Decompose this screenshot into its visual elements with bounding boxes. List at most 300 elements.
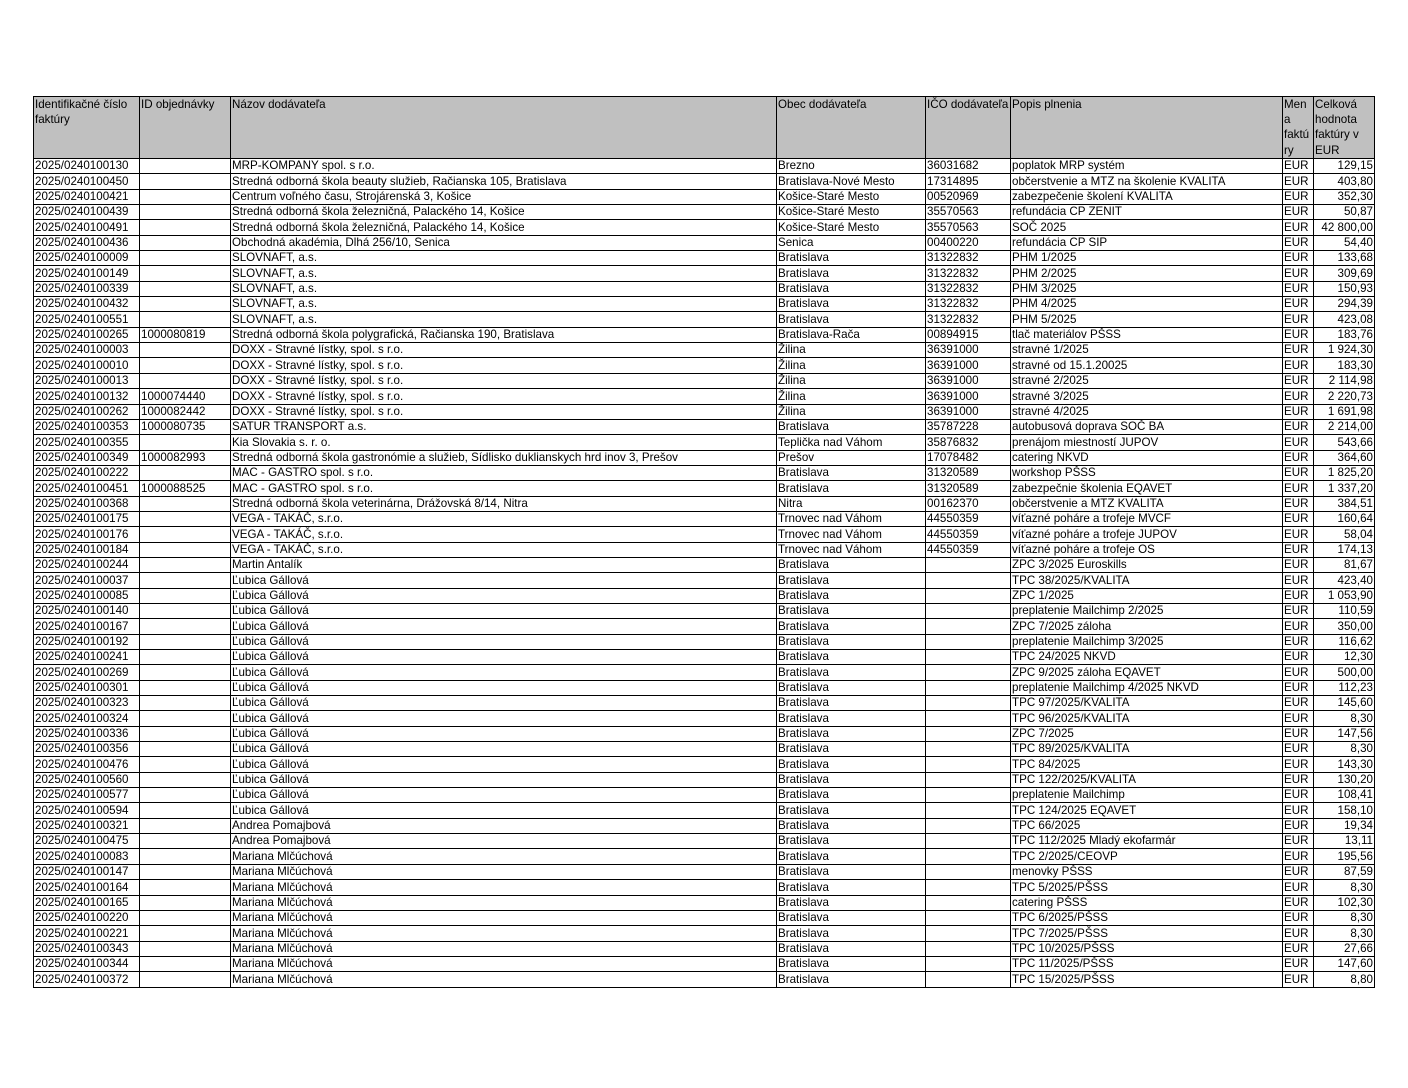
cell-description: catering NKVD [1011,450,1283,465]
cell-invoice-id: 2025/0240100323 [34,696,140,711]
cell-description: preplatenie Mailchimp [1011,788,1283,803]
cell-supplier-ico [926,680,1011,695]
cell-currency: EUR [1283,910,1314,925]
cell-description: refundácia CP ZENIT [1011,205,1283,220]
cell-supplier-ico [926,634,1011,649]
cell-supplier-name: Obchodná akadémia, Dlhá 256/10, Senica [231,235,777,250]
cell-supplier-ico [926,956,1011,971]
cell-order-id [140,573,231,588]
cell-description: tlač materiálov PŠSS [1011,327,1283,342]
cell-total: 174,13 [1314,542,1375,557]
cell-currency: EUR [1283,174,1314,189]
cell-supplier-name: Ľubica Gállová [231,757,777,772]
table-row [34,358,1375,373]
cell-supplier-city: Bratislava [777,650,926,665]
cell-currency: EUR [1283,926,1314,941]
cell-supplier-name: SLOVNAFT, a.s. [231,312,777,327]
cell-invoice-id: 2025/0240100339 [34,281,140,296]
cell-description: stravné od 15.1.20025 [1011,358,1283,373]
cell-currency: EUR [1283,511,1314,526]
header-invoice-id: Identifikačné číslo faktúry [34,97,140,159]
cell-description: TPC 5/2025/PŠSS [1011,880,1283,895]
table-row [34,343,1375,358]
cell-supplier-ico: 35787228 [926,419,1011,434]
cell-supplier-city: Trnovec nad Váhom [777,542,926,557]
cell-order-id: 1000080735 [140,419,231,434]
cell-total: 309,69 [1314,266,1375,281]
table-row [34,174,1375,189]
cell-supplier-name: Andrea Pomajbová [231,834,777,849]
cell-supplier-name: Mariana Mlčúchová [231,956,777,971]
cell-supplier-city: Bratislava [777,312,926,327]
header-row [34,97,1375,159]
cell-currency: EUR [1283,573,1314,588]
cell-supplier-city: Bratislava [777,711,926,726]
cell-total: 13,11 [1314,834,1375,849]
cell-total: 423,40 [1314,573,1375,588]
cell-supplier-name: Ľubica Gállová [231,634,777,649]
cell-supplier-name: Ľubica Gállová [231,711,777,726]
cell-order-id [140,435,231,450]
cell-supplier-name: Ľubica Gállová [231,665,777,680]
cell-supplier-city: Bratislava [777,634,926,649]
cell-invoice-id: 2025/0240100594 [34,803,140,818]
cell-invoice-id: 2025/0240100167 [34,619,140,634]
cell-currency: EUR [1283,650,1314,665]
cell-total: 2 220,73 [1314,389,1375,404]
cell-supplier-name: Mariana Mlčúchová [231,972,777,987]
cell-supplier-city: Bratislava [777,926,926,941]
cell-description: preplatenie Mailchimp 4/2025 NKVD [1011,680,1283,695]
cell-supplier-name: Kia Slovakia s. r. o. [231,435,777,450]
cell-supplier-city: Košice-Staré Mesto [777,189,926,204]
cell-supplier-city: Košice-Staré Mesto [777,205,926,220]
cell-total: 110,59 [1314,603,1375,618]
cell-currency: EUR [1283,557,1314,572]
cell-currency: EUR [1283,803,1314,818]
cell-supplier-name: VEGA - TAKÁČ, s.r.o. [231,527,777,542]
table-row [34,788,1375,803]
cell-order-id [140,205,231,220]
cell-invoice-id: 2025/0240100009 [34,251,140,266]
cell-invoice-id: 2025/0240100192 [34,634,140,649]
cell-invoice-id: 2025/0240100085 [34,588,140,603]
cell-currency: EUR [1283,159,1314,174]
cell-supplier-ico [926,650,1011,665]
cell-order-id [140,235,231,250]
cell-order-id [140,941,231,956]
cell-currency: EUR [1283,297,1314,312]
cell-supplier-ico: 44550359 [926,527,1011,542]
cell-supplier-ico [926,788,1011,803]
table-row [34,803,1375,818]
cell-supplier-city: Bratislava [777,788,926,803]
cell-invoice-id: 2025/0240100147 [34,864,140,879]
cell-invoice-id: 2025/0240100221 [34,926,140,941]
cell-supplier-name: Centrum voľného času, Strojárenská 3, Košice [231,189,777,204]
cell-invoice-id: 2025/0240100130 [34,159,140,174]
cell-supplier-name: Ľubica Gállová [231,803,777,818]
cell-order-id [140,864,231,879]
cell-order-id [140,926,231,941]
cell-order-id [140,880,231,895]
cell-order-id [140,849,231,864]
cell-total: 112,23 [1314,680,1375,695]
cell-currency: EUR [1283,343,1314,358]
cell-description: TPC 96/2025/KVALITA [1011,711,1283,726]
cell-invoice-id: 2025/0240100083 [34,849,140,864]
cell-supplier-ico: 17314895 [926,174,1011,189]
cell-description: catering PŠSS [1011,895,1283,910]
cell-total: 8,80 [1314,972,1375,987]
cell-supplier-ico [926,849,1011,864]
header-supplier-ico: IČO dodávateľa [926,97,1011,159]
cell-supplier-ico: 00162370 [926,496,1011,511]
table-row [34,941,1375,956]
cell-supplier-city: Bratislava [777,849,926,864]
cell-invoice-id: 2025/0240100013 [34,373,140,388]
table-row [34,910,1375,925]
cell-supplier-ico: 31322832 [926,297,1011,312]
cell-description: PHM 5/2025 [1011,312,1283,327]
cell-supplier-name: Ľubica Gállová [231,650,777,665]
cell-currency: EUR [1283,450,1314,465]
cell-supplier-city: Brezno [777,159,926,174]
table-row [34,757,1375,772]
cell-supplier-ico [926,603,1011,618]
cell-description: menovky PŠSS [1011,864,1283,879]
table-row [34,281,1375,296]
cell-invoice-id: 2025/0240100560 [34,772,140,787]
cell-order-id [140,358,231,373]
cell-supplier-city: Bratislava [777,588,926,603]
cell-order-id [140,726,231,741]
cell-supplier-name: Ľubica Gállová [231,726,777,741]
cell-currency: EUR [1283,634,1314,649]
cell-order-id [140,312,231,327]
cell-supplier-name: Ľubica Gállová [231,788,777,803]
cell-supplier-city: Bratislava [777,481,926,496]
cell-currency: EUR [1283,496,1314,511]
cell-currency: EUR [1283,742,1314,757]
cell-invoice-id: 2025/0240100436 [34,235,140,250]
table-row [34,665,1375,680]
table-row [34,511,1375,526]
cell-supplier-ico: 35570563 [926,220,1011,235]
cell-supplier-ico: 36391000 [926,389,1011,404]
cell-invoice-id: 2025/0240100265 [34,327,140,342]
table-row [34,864,1375,879]
cell-supplier-ico: 44550359 [926,511,1011,526]
cell-order-id: 1000082993 [140,450,231,465]
table-row [34,419,1375,434]
header-total: Celková hodnota faktúry v EUR [1314,97,1375,159]
cell-supplier-ico: 31322832 [926,281,1011,296]
cell-order-id [140,251,231,266]
table-row [34,726,1375,741]
cell-total: 183,76 [1314,327,1375,342]
cell-supplier-name: Ľubica Gállová [231,696,777,711]
cell-supplier-city: Trnovec nad Váhom [777,511,926,526]
cell-order-id [140,895,231,910]
table-row [34,220,1375,235]
cell-currency: EUR [1283,603,1314,618]
cell-supplier-ico [926,696,1011,711]
cell-description: stravné 1/2025 [1011,343,1283,358]
cell-supplier-name: Ľubica Gállová [231,742,777,757]
cell-description: ZPC 9/2025 záloha EQAVET [1011,665,1283,680]
cell-invoice-id: 2025/0240100175 [34,511,140,526]
cell-description: workshop PŠSS [1011,465,1283,480]
cell-supplier-name: Ľubica Gállová [231,588,777,603]
table-row [34,818,1375,833]
cell-supplier-ico [926,972,1011,987]
cell-supplier-city: Bratislava [777,803,926,818]
cell-order-id [140,972,231,987]
cell-currency: EUR [1283,788,1314,803]
cell-description: ZPC 7/2025 [1011,726,1283,741]
cell-total: 129,15 [1314,159,1375,174]
cell-order-id [140,772,231,787]
cell-supplier-ico [926,772,1011,787]
cell-currency: EUR [1283,772,1314,787]
table-row [34,956,1375,971]
cell-invoice-id: 2025/0240100184 [34,542,140,557]
cell-currency: EUR [1283,312,1314,327]
cell-currency: EUR [1283,251,1314,266]
cell-invoice-id: 2025/0240100491 [34,220,140,235]
cell-supplier-ico: 00400220 [926,235,1011,250]
cell-description: TPC 15/2025/PŠSS [1011,972,1283,987]
cell-total: 145,60 [1314,696,1375,711]
table-row [34,527,1375,542]
cell-currency: EUR [1283,389,1314,404]
cell-total: 1 053,90 [1314,588,1375,603]
cell-supplier-ico: 31322832 [926,266,1011,281]
cell-total: 8,30 [1314,926,1375,941]
cell-invoice-id: 2025/0240100220 [34,910,140,925]
cell-currency: EUR [1283,358,1314,373]
cell-supplier-name: Stredná odborná škola gastronómie a služieb, Sídlisko duklianskych hrd inov 3, Prešov [231,450,777,465]
table-row [34,573,1375,588]
cell-currency: EUR [1283,864,1314,879]
cell-order-id [140,496,231,511]
cell-supplier-ico [926,818,1011,833]
cell-total: 364,60 [1314,450,1375,465]
cell-currency: EUR [1283,895,1314,910]
cell-supplier-ico [926,757,1011,772]
cell-invoice-id: 2025/0240100356 [34,742,140,757]
cell-supplier-ico [926,880,1011,895]
cell-invoice-id: 2025/0240100343 [34,941,140,956]
cell-currency: EUR [1283,205,1314,220]
cell-description: občerstvenie a MTZ KVALITA [1011,496,1283,511]
cell-order-id: 1000088525 [140,481,231,496]
cell-description: TPC 10/2025/PŠSS [1011,941,1283,956]
table-row [34,235,1375,250]
cell-supplier-name: DOXX - Stravné lístky, spol. s r.o. [231,343,777,358]
cell-supplier-city: Bratislava [777,680,926,695]
cell-currency: EUR [1283,419,1314,434]
cell-invoice-id: 2025/0240100301 [34,680,140,695]
table-row [34,926,1375,941]
cell-currency: EUR [1283,542,1314,557]
table-row [34,159,1375,174]
table-row [34,389,1375,404]
cell-order-id [140,588,231,603]
table-row [34,849,1375,864]
cell-invoice-id: 2025/0240100132 [34,389,140,404]
cell-invoice-id: 2025/0240100165 [34,895,140,910]
cell-total: 350,00 [1314,619,1375,634]
cell-description: ZPC 3/2025 Euroskills [1011,557,1283,572]
cell-supplier-name: MAC - GASTRO spol. s r.o. [231,465,777,480]
cell-supplier-name: VEGA - TAKÁČ, s.r.o. [231,511,777,526]
cell-supplier-city: Senica [777,235,926,250]
cell-order-id [140,803,231,818]
cell-supplier-city: Žilina [777,404,926,419]
table-row [34,972,1375,987]
cell-supplier-ico: 31322832 [926,251,1011,266]
cell-currency: EUR [1283,327,1314,342]
table-row [34,205,1375,220]
cell-supplier-city: Bratislava [777,281,926,296]
cell-order-id [140,603,231,618]
cell-supplier-name: MRP-KOMPANY spol. s r.o. [231,159,777,174]
cell-order-id [140,788,231,803]
cell-order-id [140,266,231,281]
cell-supplier-ico: 44550359 [926,542,1011,557]
table-row [34,542,1375,557]
cell-total: 19,34 [1314,818,1375,833]
cell-supplier-ico [926,588,1011,603]
cell-supplier-ico: 36391000 [926,358,1011,373]
cell-order-id [140,834,231,849]
cell-total: 150,93 [1314,281,1375,296]
cell-supplier-ico [926,895,1011,910]
cell-description: TPC 24/2025 NKVD [1011,650,1283,665]
cell-invoice-id: 2025/0240100336 [34,726,140,741]
cell-currency: EUR [1283,665,1314,680]
invoice-table [33,96,1375,988]
cell-supplier-city: Bratislava [777,818,926,833]
cell-description: občerstvenie a MTZ na školenie KVALITA [1011,174,1283,189]
cell-order-id [140,373,231,388]
cell-order-id [140,189,231,204]
cell-order-id [140,650,231,665]
cell-description: TPC 66/2025 [1011,818,1283,833]
cell-supplier-city: Bratislava [777,557,926,572]
cell-currency: EUR [1283,726,1314,741]
table-row [34,373,1375,388]
cell-order-id [140,680,231,695]
table-row [34,327,1375,342]
cell-total: 195,56 [1314,849,1375,864]
cell-order-id [140,343,231,358]
cell-invoice-id: 2025/0240100349 [34,450,140,465]
table-row [34,450,1375,465]
cell-description: stravné 3/2025 [1011,389,1283,404]
cell-supplier-city: Bratislava [777,910,926,925]
cell-supplier-ico: 36031682 [926,159,1011,174]
cell-supplier-city: Bratislava [777,772,926,787]
cell-supplier-city: Bratislava [777,573,926,588]
cell-supplier-name: Ľubica Gállová [231,680,777,695]
cell-order-id [140,281,231,296]
cell-supplier-name: Mariana Mlčúchová [231,895,777,910]
cell-total: 543,66 [1314,435,1375,450]
cell-supplier-city: Teplička nad Váhom [777,435,926,450]
table-row [34,312,1375,327]
table-row [34,619,1375,634]
cell-total: 160,64 [1314,511,1375,526]
header-supplier-name: Názov dodávateľa [231,97,777,159]
cell-order-id [140,956,231,971]
table-row [34,496,1375,511]
cell-supplier-ico [926,941,1011,956]
cell-currency: EUR [1283,696,1314,711]
cell-order-id [140,696,231,711]
cell-supplier-city: Bratislava [777,834,926,849]
cell-supplier-name: Andrea Pomajbová [231,818,777,833]
cell-description: víťazné poháre a trofeje MVCF [1011,511,1283,526]
cell-order-id [140,297,231,312]
cell-supplier-city: Prešov [777,450,926,465]
cell-total: 12,30 [1314,650,1375,665]
cell-invoice-id: 2025/0240100140 [34,603,140,618]
cell-order-id [140,665,231,680]
table-row [34,742,1375,757]
header-currency: Mena faktúry [1283,97,1314,159]
cell-supplier-ico: 00894915 [926,327,1011,342]
cell-currency: EUR [1283,880,1314,895]
cell-total: 58,04 [1314,527,1375,542]
cell-supplier-name: SLOVNAFT, a.s. [231,297,777,312]
table-row [34,711,1375,726]
cell-description: PHM 3/2025 [1011,281,1283,296]
cell-currency: EUR [1283,281,1314,296]
cell-supplier-city: Bratislava [777,251,926,266]
cell-supplier-ico [926,573,1011,588]
cell-total: 87,59 [1314,864,1375,879]
cell-supplier-city: Bratislava [777,696,926,711]
cell-supplier-city: Bratislava [777,297,926,312]
cell-total: 102,30 [1314,895,1375,910]
cell-supplier-name: DOXX - Stravné lístky, spol. s r.o. [231,358,777,373]
cell-supplier-name: Stredná odborná škola polygrafická, Račianska 190, Bratislava [231,327,777,342]
cell-description: SOČ 2025 [1011,220,1283,235]
cell-order-id [140,159,231,174]
table-row [34,895,1375,910]
cell-description: preplatenie Mailchimp 2/2025 [1011,603,1283,618]
cell-supplier-name: Mariana Mlčúchová [231,926,777,941]
cell-description: prenájom miestností JUPOV [1011,435,1283,450]
cell-total: 403,80 [1314,174,1375,189]
cell-invoice-id: 2025/0240100244 [34,557,140,572]
table-row [34,680,1375,695]
cell-supplier-name: Stredná odborná škola veterinárna, Drážovská 8/14, Nitra [231,496,777,511]
cell-supplier-name: Ľubica Gállová [231,603,777,618]
cell-supplier-ico: 17078482 [926,450,1011,465]
table-row [34,297,1375,312]
cell-description: TPC 124/2025 EQAVET [1011,803,1283,818]
cell-supplier-name: Martin Antalík [231,557,777,572]
cell-total: 50,87 [1314,205,1375,220]
cell-total: 500,00 [1314,665,1375,680]
cell-total: 2 214,00 [1314,419,1375,434]
cell-description: TPC 84/2025 [1011,757,1283,772]
cell-supplier-name: Stredná odborná škola železničná, Palackého 14, Košice [231,220,777,235]
